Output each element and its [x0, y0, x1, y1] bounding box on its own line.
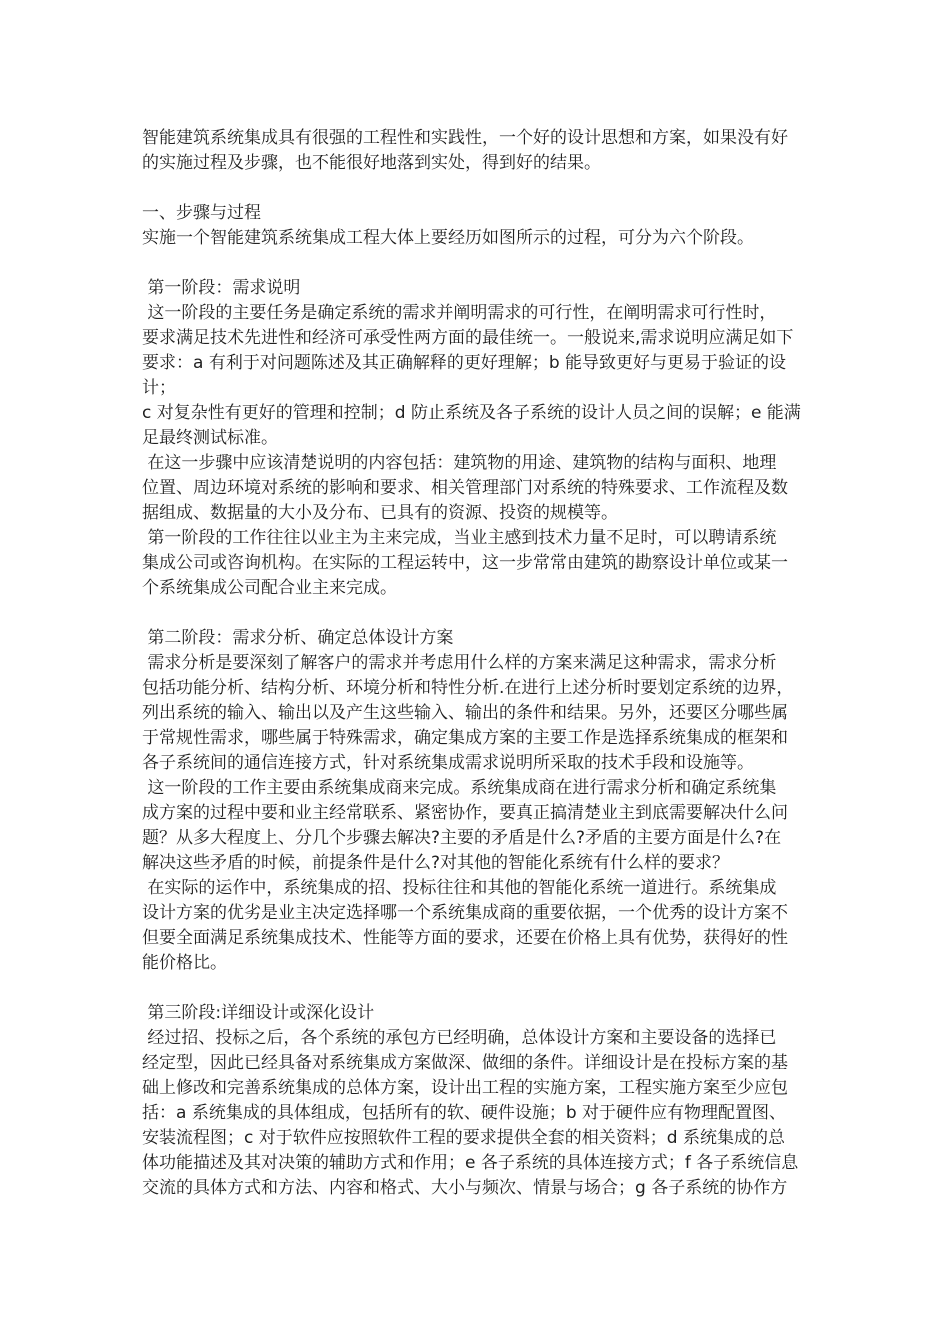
- section-heading: 第三阶段:详细设计或深化设计: [142, 1003, 375, 1023]
- text-line: 位置、周边环境对系统的影响和要求、相关管理部门对系统的特殊要求、工作流程及数: [142, 478, 788, 498]
- text-line: 成方案的过程中要和业主经常联系、紧密协作，要真正搞清楚业主到底需要解决什么问: [142, 803, 788, 823]
- document-text-block: [142, 126, 814, 1201]
- text-line: 经过招、投标之后，各个系统的承包方已经明确，总体设计方案和主要设备的选择已: [142, 1028, 777, 1048]
- text-line: 列出系统的输入、输出以及产生这些输入、输出的条件和结果。另外，还要区分哪些属: [142, 703, 788, 723]
- section-stage-3: [142, 1001, 814, 1201]
- text-line: 各子系统间的通信连接方式，针对系统集成需求说明所采取的技术手段和设施等。: [142, 753, 754, 773]
- text-line: 安装流程图；c 对于软件应按照软件工程的要求提供全套的相关资料；d 系统集成的总: [142, 1128, 785, 1148]
- text-line: 经定型，因此已经具备对系统集成方案做深、做细的条件。详细设计是在投标方案的基: [142, 1053, 788, 1073]
- text-line: 计；: [142, 378, 176, 398]
- text-line: 体功能描述及其对决策的辅助方式和作用；e 各子系统的具体连接方式；f 各子系统信息: [142, 1153, 799, 1173]
- text-line: 括：a 系统集成的具体组成，包括所有的软、硬件设施；b 对于硬件应有物理配置图、: [142, 1103, 787, 1123]
- text-line: 题？从多大程度上、分几个步骤去解决?主要的矛盾是什么?矛盾的主要方面是什么?在: [142, 828, 782, 848]
- text-line: 在实际的运作中，系统集成的招、投标往往和其他的智能化系统一道进行。系统集成: [142, 878, 777, 898]
- doc-heading: 一、步骤与过程: [142, 203, 261, 223]
- text-line: 实施一个智能建筑系统集成工程大体上要经历如图所示的过程，可分为六个阶段。: [142, 228, 754, 248]
- text-line: 包括功能分析、结构分析、环境分析和特性分析.在进行上述分析时要划定系统的边界，: [142, 678, 794, 698]
- text-line: 智能建筑系统集成具有很强的工程性和实践性，一个好的设计思想和方案，如果没有好: [142, 128, 788, 148]
- text-line: 足最终测试标准。: [142, 428, 278, 448]
- text-line: 集成公司或咨询机构。在实际的工程运转中，这一步常常由建筑的勘察设计单位或某一: [142, 553, 788, 573]
- text-line: 个系统集成公司配合业主来完成。: [142, 578, 397, 598]
- text-line: 设计方案的优劣是业主决定选择哪一个系统集成商的重要依据，一个优秀的设计方案不: [142, 903, 788, 923]
- text-line: 的实施过程及步骤，也不能很好地落到实处，得到好的结果。: [142, 153, 601, 173]
- text-line: 这一阶段的主要任务是确定系统的需求并阐明需求的可行性，在阐明需求可行性时，: [142, 303, 777, 323]
- text-line: 解决这些矛盾的时候，前提条件是什么?对其他的智能化系统有什么样的要求？: [142, 853, 730, 873]
- text-line: 但要全面满足系统集成技术、性能等方面的要求，还要在价格上具有优势，获得好的性: [142, 928, 788, 948]
- section-stage-2: [142, 626, 814, 976]
- section-steps-and-process: [142, 201, 814, 251]
- text-line: 要求：a 有利于对问题陈述及其正确解释的更好理解；b 能导致更好与更易于验证的设: [142, 353, 787, 373]
- text-line: 据组成、数据量的大小及分布、已具有的资源、投资的规模等。: [142, 503, 618, 523]
- text-line: 交流的具体方式和方法、内容和格式、大小与频次、情景与场合；g 各子系统的协作方: [142, 1178, 788, 1198]
- text-line: 础上修改和完善系统集成的总体方案，设计出工程的实施方案，工程实施方案至少应包: [142, 1078, 788, 1098]
- section-heading: 第一阶段：需求说明: [142, 278, 301, 298]
- text-line: 需求分析是要深刻了解客户的需求并考虑用什么样的方案来满足这种需求，需求分析: [142, 653, 777, 673]
- text-line: 能价格比。: [142, 953, 227, 973]
- text-line: 要求满足技术先进性和经济可承受性两方面的最佳统一。一般说来,需求说明应满足如下: [142, 328, 794, 348]
- text-line: 于常规性需求，哪些属于特殊需求，确定集成方案的主要工作是选择系统集成的框架和: [142, 728, 788, 748]
- section-heading: 第二阶段：需求分析、确定总体设计方案: [142, 628, 454, 648]
- text-line: 在这一步骤中应该清楚说明的内容包括：建筑物的用途、建筑物的结构与面积、地理: [142, 453, 777, 473]
- text-line: c 对复杂性有更好的管理和控制；d 防止系统及各子系统的设计人员之间的误解；e 能满: [142, 403, 801, 423]
- paragraph-intro: [142, 126, 814, 176]
- text-line: 这一阶段的工作主要由系统集成商来完成。系统集成商在进行需求分析和确定系统集: [142, 778, 777, 798]
- text-line: 第一阶段的工作往往以业主为主来完成，当业主感到技术力量不足时，可以聘请系统: [142, 528, 777, 548]
- section-stage-1: [142, 276, 814, 601]
